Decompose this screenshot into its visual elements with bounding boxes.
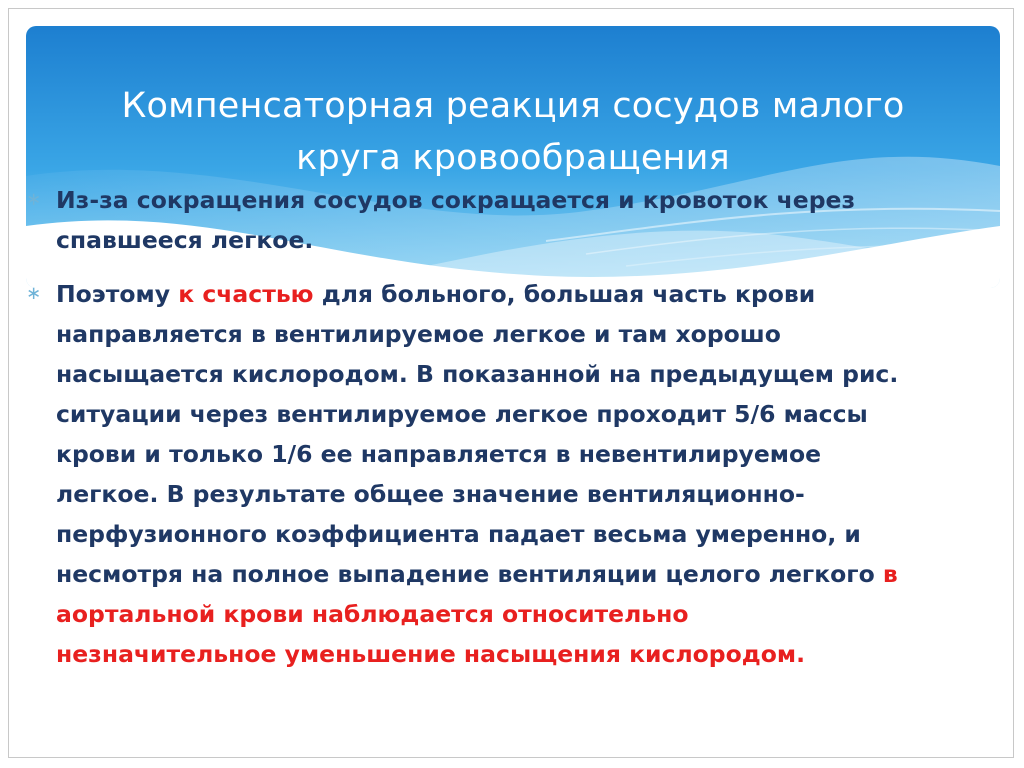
highlighted-text: в <box>882 560 898 588</box>
title-line-1: Компенсаторная реакция сосудов малого <box>121 86 905 126</box>
bullet-marker-icon: ∗ <box>26 189 42 210</box>
bullet-text-segment: для больного, большая часть крови <box>313 280 816 308</box>
bullet-list <box>26 180 976 688</box>
bullet-item <box>26 274 976 674</box>
highlighted-text: незначительное уменьшение насыщения кислородом. <box>56 640 806 668</box>
slide-title <box>26 80 1000 184</box>
title-line-2: круга кровообращения <box>296 138 730 178</box>
bullet-marker-icon: ∗ <box>26 283 42 304</box>
bullet-text-line: легкое. В результате общее значение вентиляционно- <box>56 480 805 508</box>
highlighted-text: аортальной крови наблюдается относительно <box>56 600 689 628</box>
bullet-text-segment: несмотря на полное выпадение вентиляции целого легкого <box>56 560 883 588</box>
bullet-text-segment: Поэтому <box>56 280 179 308</box>
bullet-text-line: ситуации через вентилируемое легкое проходит 5/6 массы <box>56 400 868 428</box>
bullet-item <box>26 180 976 260</box>
bullet-text-line: перфузионного коэффициента падает весьма умеренно, и <box>56 520 861 548</box>
bullet-text-line: направляется в вентилируемое легкое и там хорошо <box>56 320 781 348</box>
bullet-text-line: насыщается кислородом. В показанной на предыдущем рис. <box>56 360 899 388</box>
bullet-text-line: спавшееся легкое. <box>56 226 314 254</box>
highlighted-text: к счастью <box>178 280 314 308</box>
bullet-text-line: крови и только 1/6 ее направляется в невентилируемое <box>56 440 822 468</box>
bullet-text-line: Из-за сокращения сосудов сокращается и кровоток через <box>56 186 856 214</box>
